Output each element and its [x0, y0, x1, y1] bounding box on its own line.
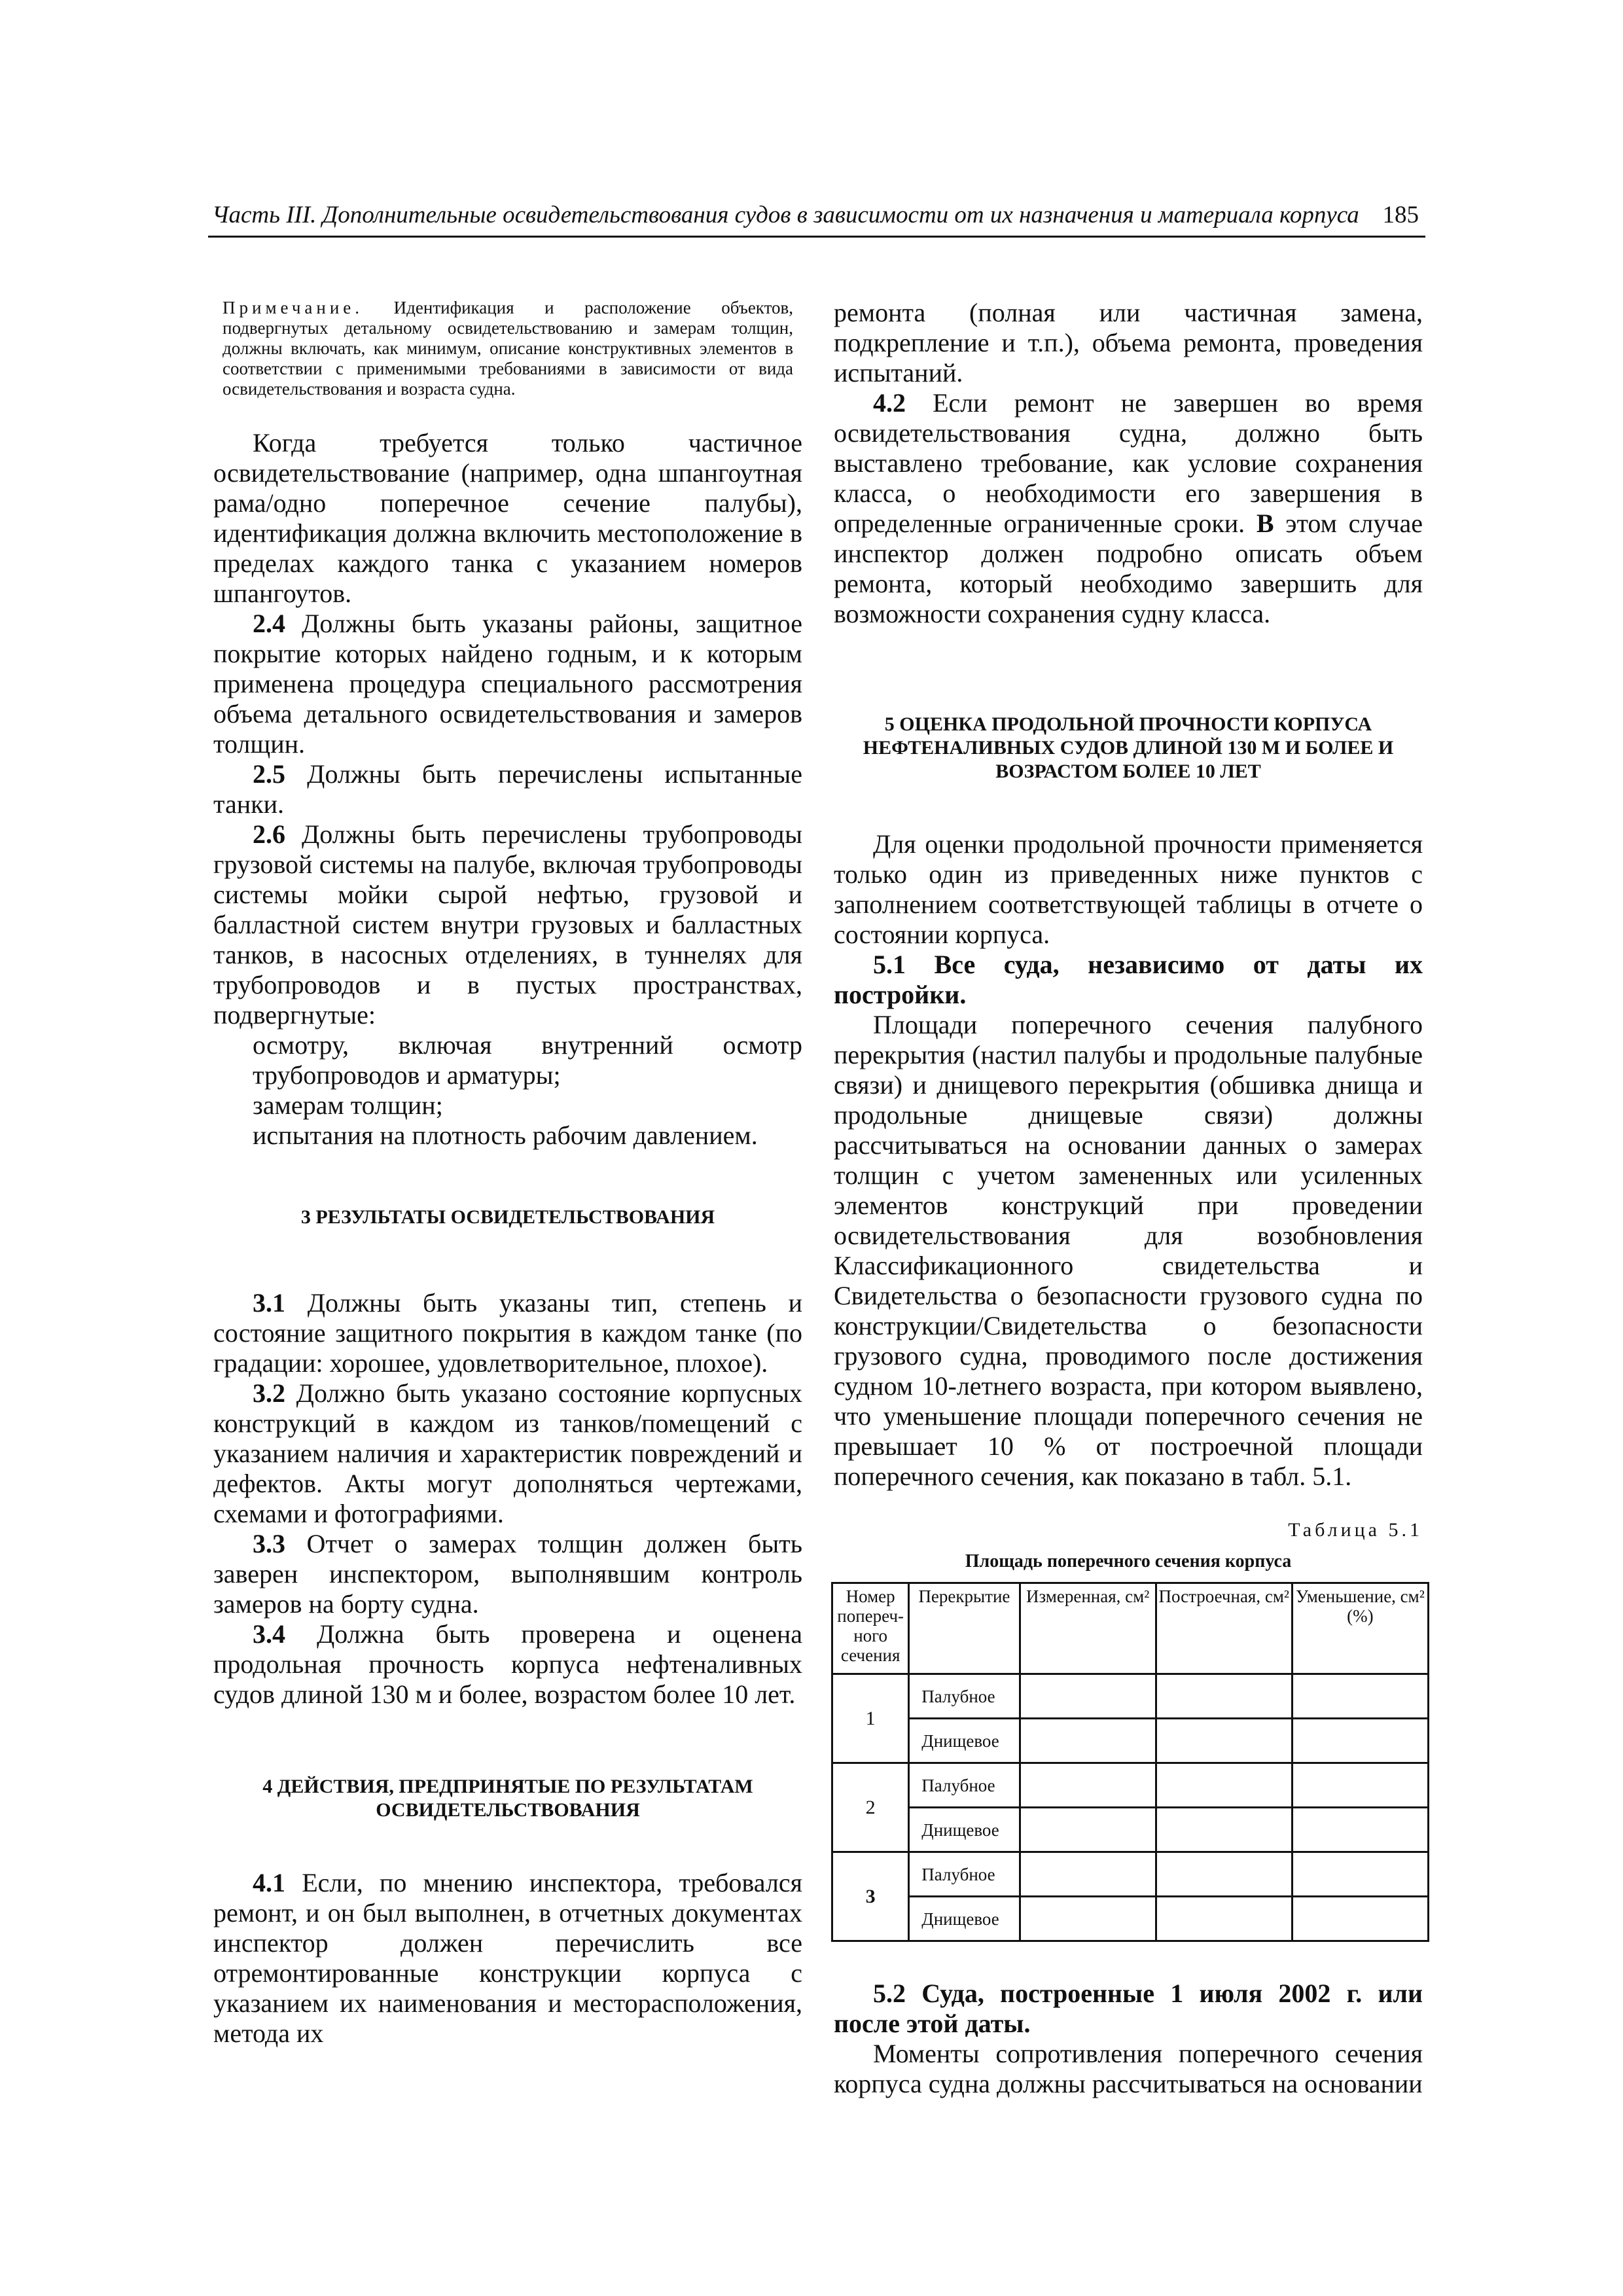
spacer [834, 1942, 1423, 1979]
table-row [832, 1719, 1429, 1763]
note-lead: Примечание. [223, 298, 364, 317]
clause-number: 3.2 [253, 1378, 285, 1408]
empty-cell [1292, 1808, 1428, 1852]
empty-cell [1292, 1763, 1428, 1808]
clause-text: Должно быть указано состояние корпусных конструкций в каждом из танков/помещений с указанием наличия и характеристик повреждений и дефектов. Акты могут дополняться чертежами, схемами и фотографиями. [213, 1378, 803, 1528]
empty-cell [1020, 1674, 1156, 1719]
paragraph-4-2 [834, 388, 1423, 629]
column-header: Построечная, см² [1156, 1583, 1292, 1674]
table-row [832, 1897, 1429, 1941]
list-item: испытания на плотность рабочим давлением. [253, 1121, 758, 1150]
clause-text: Должны быть указаны районы, защитное покрытие которых найдено годным, и к которым применена процедура специального рассмотрения объема детального освидетельствования и замеров толщин. [213, 609, 803, 759]
bottom-cell: Днищевое [909, 1719, 1020, 1763]
clause-text: Должна быть проверена и оценена продольная прочность корпуса нефтеналивных судов длиной 130 м и более, возрастом более 10 лет. [213, 1619, 802, 1709]
deck-cell: Палубное [909, 1852, 1020, 1897]
running-header [208, 196, 1425, 238]
list-item: замерам толщин; [253, 1090, 443, 1120]
deck-cell: Палубное [909, 1763, 1020, 1808]
paragraph-2-5 [213, 759, 802, 819]
cross-section-table [831, 1582, 1429, 1942]
table-title: Площадь поперечного сечения корпуса [965, 1551, 1292, 1571]
section-heading-5: 5 ОЦЕНКА ПРОДОЛЬНОЙ ПРОЧНОСТИ КОРПУСА НЕФТЕНАЛИВНЫХ СУДОВ ДЛИНОЙ 130 М И БОЛЕЕ И ВОЗРАСТОМ БОЛЕЕ 10 ЛЕТ [863, 713, 1394, 782]
clause-number: 3.1 [253, 1288, 285, 1318]
paragraph-5-2: Моменты сопротивления поперечного сечения корпуса судна должны рассчитываться на основании [834, 2039, 1423, 2098]
empty-cell [1156, 1897, 1292, 1941]
column-header: Перекрытие [909, 1583, 1020, 1674]
empty-cell [1292, 1719, 1428, 1763]
bottom-cell: Днищевое [909, 1808, 1020, 1852]
table-row [832, 1674, 1429, 1719]
empty-cell [1156, 1852, 1292, 1897]
clause-number: 2.5 [253, 759, 285, 789]
table-header-row [832, 1583, 1429, 1674]
empty-cell [1292, 1674, 1428, 1719]
page-number: 185 [1382, 202, 1419, 228]
empty-cell [1020, 1719, 1156, 1763]
clause-text: Должны быть указаны тип, степень и состояние защитного покрытия в каждом танке (по градации: хорошее, удовлетворительное, плохое). [213, 1288, 802, 1378]
empty-cell [1156, 1719, 1292, 1763]
clause-number: 4.2 [873, 388, 906, 418]
header-title: Часть III. Дополнительные освидетельствования судов в зависимости от их назначения и материала корпуса [212, 202, 1359, 228]
empty-cell [1292, 1897, 1428, 1941]
section-number: 3 [832, 1852, 909, 1941]
clause-number: 2.6 [253, 819, 285, 849]
bold-word: В [1256, 509, 1274, 538]
clause-number: 2.4 [253, 609, 285, 638]
paragraph-4-1 [213, 1868, 802, 2049]
paragraph-3-3 [213, 1529, 802, 1619]
section-number: 1 [832, 1674, 909, 1763]
paragraph-5-intro: Для оценки продольной прочности применяется только один из приведенных ниже пунктов с заполнением соответствующей таблицы в отчете о состоянии корпуса. [834, 829, 1423, 949]
paragraph-4-1-continued: ремонта (полная или частичная замена, подкрепление и т.п.), объема ремонта, проведения испытаний. [834, 298, 1423, 387]
paragraph-3-2 [213, 1378, 802, 1529]
empty-cell [1020, 1763, 1156, 1808]
deck-cell: Палубное [909, 1674, 1020, 1719]
paragraph-5-1: Площади поперечного сечения палубного перекрытия (настил палубы и продольные палубные связи) и днищевого перекрытия (обшивка днища и продольные днищевые связи) должны рассчитываться на основании данных о замерах толщин с учетом замененных или усиленных элементов конструкций при проведении освидетельствования для возобновления Классификационного свидетельства и Свидетельства о безопасности грузового судна по конструкции/Свидетельства о безопасности грузового судна, проводимого после достижения судном 10-летнего возраста, при котором выявлено, что уменьшение площади поперечного сечения не превышает 10 % от построечной площади поперечного сечения, как показано в табл. 5.1. [834, 1010, 1423, 1491]
clause-text: Если ремонт не завершен во время освидетельствования судна, должно быть выставлено требование, как условие сохранения класса, о необходимости его завершения в определенные ограниченные сроки. [834, 388, 1423, 538]
clause-text: Отчет о замерах толщин должен быть заверен инспектором, выполнявшим контроль замеров на борту судна. [213, 1529, 802, 1619]
empty-cell [1292, 1852, 1428, 1897]
section-heading-3: 3 РЕЗУЛЬТАТЫ ОСВИДЕТЕЛЬСТВОВАНИЯ [300, 1206, 715, 1228]
table-row [832, 1808, 1429, 1852]
section-heading-4: 4 ДЕЙСТВИЯ, ПРЕДПРИНЯТЫЕ ПО РЕЗУЛЬТАТАМ ОСВИДЕТЕЛЬСТВОВАНИЯ [262, 1776, 753, 1821]
empty-cell [1020, 1808, 1156, 1852]
column-header: Уменьшение, см² (%) [1292, 1583, 1428, 1674]
table-row [832, 1763, 1429, 1808]
bottom-cell: Днищевое [909, 1897, 1020, 1941]
inspection-list [213, 1030, 802, 1151]
clause-text: Если, по мнению инспектора, требовался ремонт, и он был выполнен, в отчетных документах инспектор должен перечислить все отремонтированные конструкции корпуса с указанием их наименования и месторасположения, метода их [213, 1868, 803, 2048]
empty-cell [1020, 1897, 1156, 1941]
column-header: Измеренная, см² [1020, 1583, 1156, 1674]
paragraph-5-2-heading: 5.2 Суда, построенные 1 июля 2002 г. или после этой даты. [834, 1979, 1423, 2038]
paragraph-5-1-heading: 5.1 Все суда, независимо от даты их постройки. [834, 950, 1423, 1009]
clause-number: 3.4 [253, 1619, 285, 1649]
clause-text: Должны быть перечислены трубопроводы грузовой системы на палубе, включая трубопроводы системы мойки сырой нефтью, грузовой и балластной систем внутри грузовых и балластных танков, в насосных отделениях, в туннелях для трубопроводов и в пустых пространствах, подвергнутые: [213, 819, 802, 1030]
clause-number: 4.1 [253, 1868, 285, 1897]
note-text: Идентификация и расположение объектов, подвергнутых детальному освидетельствованию и замерам толщин, должны включать, как минимум, описание конструктивных элементов в соответствии с применимыми требованиями в зависимости от вида освидетельствования и возраста судна. [223, 298, 794, 399]
empty-cell [1156, 1808, 1292, 1852]
right-column [834, 298, 1423, 2099]
paragraph-2-6 [213, 819, 802, 1030]
paragraph-partial-survey: Когда требуется только частичное освидетельствование (например, одна шпангоутная рама/одно поперечное сечение палубы), идентификация должна включить местоположение в пределах каждого танка с указанием номеров шпангоутов. [213, 428, 802, 608]
note [223, 298, 793, 399]
empty-cell [1156, 1674, 1292, 1719]
clause-number: 3.3 [253, 1529, 285, 1558]
clause-text: Должны быть перечислены испытанные танки. [213, 759, 802, 819]
section-number: 2 [832, 1763, 909, 1852]
left-column [213, 298, 802, 2049]
clause-text: этом случае инспектор должен подробно описать объем ремонта, который необходимо завершить для возможности сохранения судну класса. [834, 509, 1423, 628]
empty-cell [1156, 1763, 1292, 1808]
paragraph-2-4 [213, 609, 802, 759]
table-row [832, 1852, 1429, 1897]
empty-cell [1020, 1852, 1156, 1897]
table-caption: Таблица 5.1 [1288, 1519, 1423, 1541]
column-header: Номер попереч-ного сечения [832, 1583, 909, 1674]
paragraph-3-4 [213, 1619, 802, 1710]
paragraph-3-1 [213, 1288, 802, 1378]
list-item: осмотру, включая внутренний осмотр трубопроводов и арматуры; [253, 1030, 802, 1090]
